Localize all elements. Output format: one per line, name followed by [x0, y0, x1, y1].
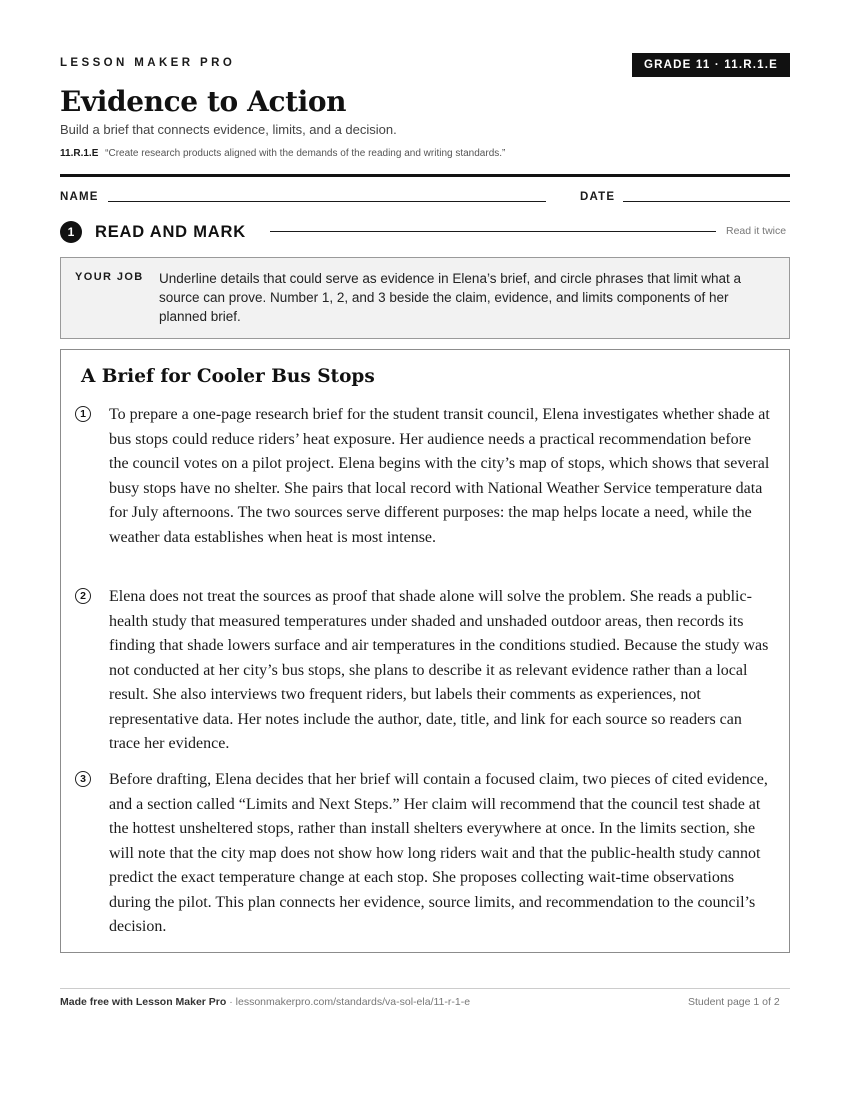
date-field[interactable]: [623, 201, 790, 202]
date-label: DATE: [580, 191, 616, 203]
passage-box: [60, 349, 790, 953]
grade-badge: GRADE 11 · 11.R.1.E: [632, 53, 790, 77]
paragraph-number-2: 2: [75, 588, 91, 604]
name-field[interactable]: [108, 201, 546, 202]
paragraph-text-1: To prepare a one-page research brief for the student transit council, Elena investigates whether shade at bus stops could reduce riders’ heat exposure. Her audience needs a practical recommendation before the council votes on a pilot project. Elena begins with the city’s map of stops, which shows that several busy stops have no shelter. She pairs that local record with National Weather Service temperature data for July afternoons. The two sources serve different purposes: the map helps locate a need, while the weather data establishes when heat is most intense.: [109, 406, 770, 546]
standard-code: 11.R.1.E: [60, 148, 99, 159]
standard-text: “Create research products aligned with the demands of the reading and writing standards.”: [105, 148, 506, 159]
footer-made-with: Made free with Lesson Maker Pro: [60, 996, 227, 1008]
section-hint: Read it twice: [726, 225, 787, 237]
paragraph-number-1: 1: [75, 406, 91, 422]
footer-credit: [60, 996, 470, 1008]
paragraph-text-3: Before drafting, Elena decides that her brief will contain a focused claim, two pieces of cited evidence, and a section called “Limits and Next Steps.” Her claim will recommend that the council test shade at the hottest unsheltered stops, rather than install shelters everywhere at once. In the limits section, she will note that the city map does not show how long riders wait and that the public-health study cannot predict the exact temperature change at each stop. She proposes collecting wait-time observations during the pilot. This plan connects her evidence, source limits, and recommendation to the council’s decision.: [109, 771, 768, 935]
brand-name: LESSON MAKER PRO: [60, 57, 236, 69]
job-label: YOUR JOB: [75, 271, 144, 283]
standard-line: [60, 148, 505, 159]
name-label: NAME: [60, 191, 99, 203]
header-divider: [60, 174, 790, 177]
passage-title: A Brief for Cooler Bus Stops: [81, 366, 375, 387]
page-subtitle: Build a brief that connects evidence, limits, and a decision.: [60, 122, 397, 137]
section-divider: [270, 231, 716, 232]
section-number-badge: 1: [60, 221, 82, 243]
job-text: Underline details that could serve as evidence in Elena’s brief, and circle phrases that limit what a source can prove. Number 1, 2, and 3 beside the claim, evidence, and limits components of her planned brief.: [159, 271, 742, 324]
footer-page-number: Student page 1 of 2: [688, 996, 780, 1008]
footer-url-link[interactable]: lessonmakerpro.com/standards/va-sol-ela/11-r-1-e: [235, 996, 471, 1008]
page-title: Evidence to Action: [60, 85, 347, 118]
paragraph-text-2: Elena does not treat the sources as proof that shade alone will solve the problem. She reads a public-health study that measured temperatures under shaded and unshaded outdoor areas, then records its finding that shade lowers surface and air temperatures in the conditions studied. Because the study was not conducted at her city’s bus stops, she plans to describe it as relevant evidence rather than a local result. She also interviews two frequent riders, but labels their comments as experiences, not representative data. Her notes include the author, date, title, and link for each source so readers can trace her evidence.: [109, 588, 769, 752]
paragraph-number-3: 3: [75, 771, 91, 787]
section-title: READ AND MARK: [95, 223, 246, 241]
footer-divider: [60, 988, 790, 989]
job-instructions-box: [60, 257, 790, 339]
footer-separator: ·: [226, 996, 236, 1008]
